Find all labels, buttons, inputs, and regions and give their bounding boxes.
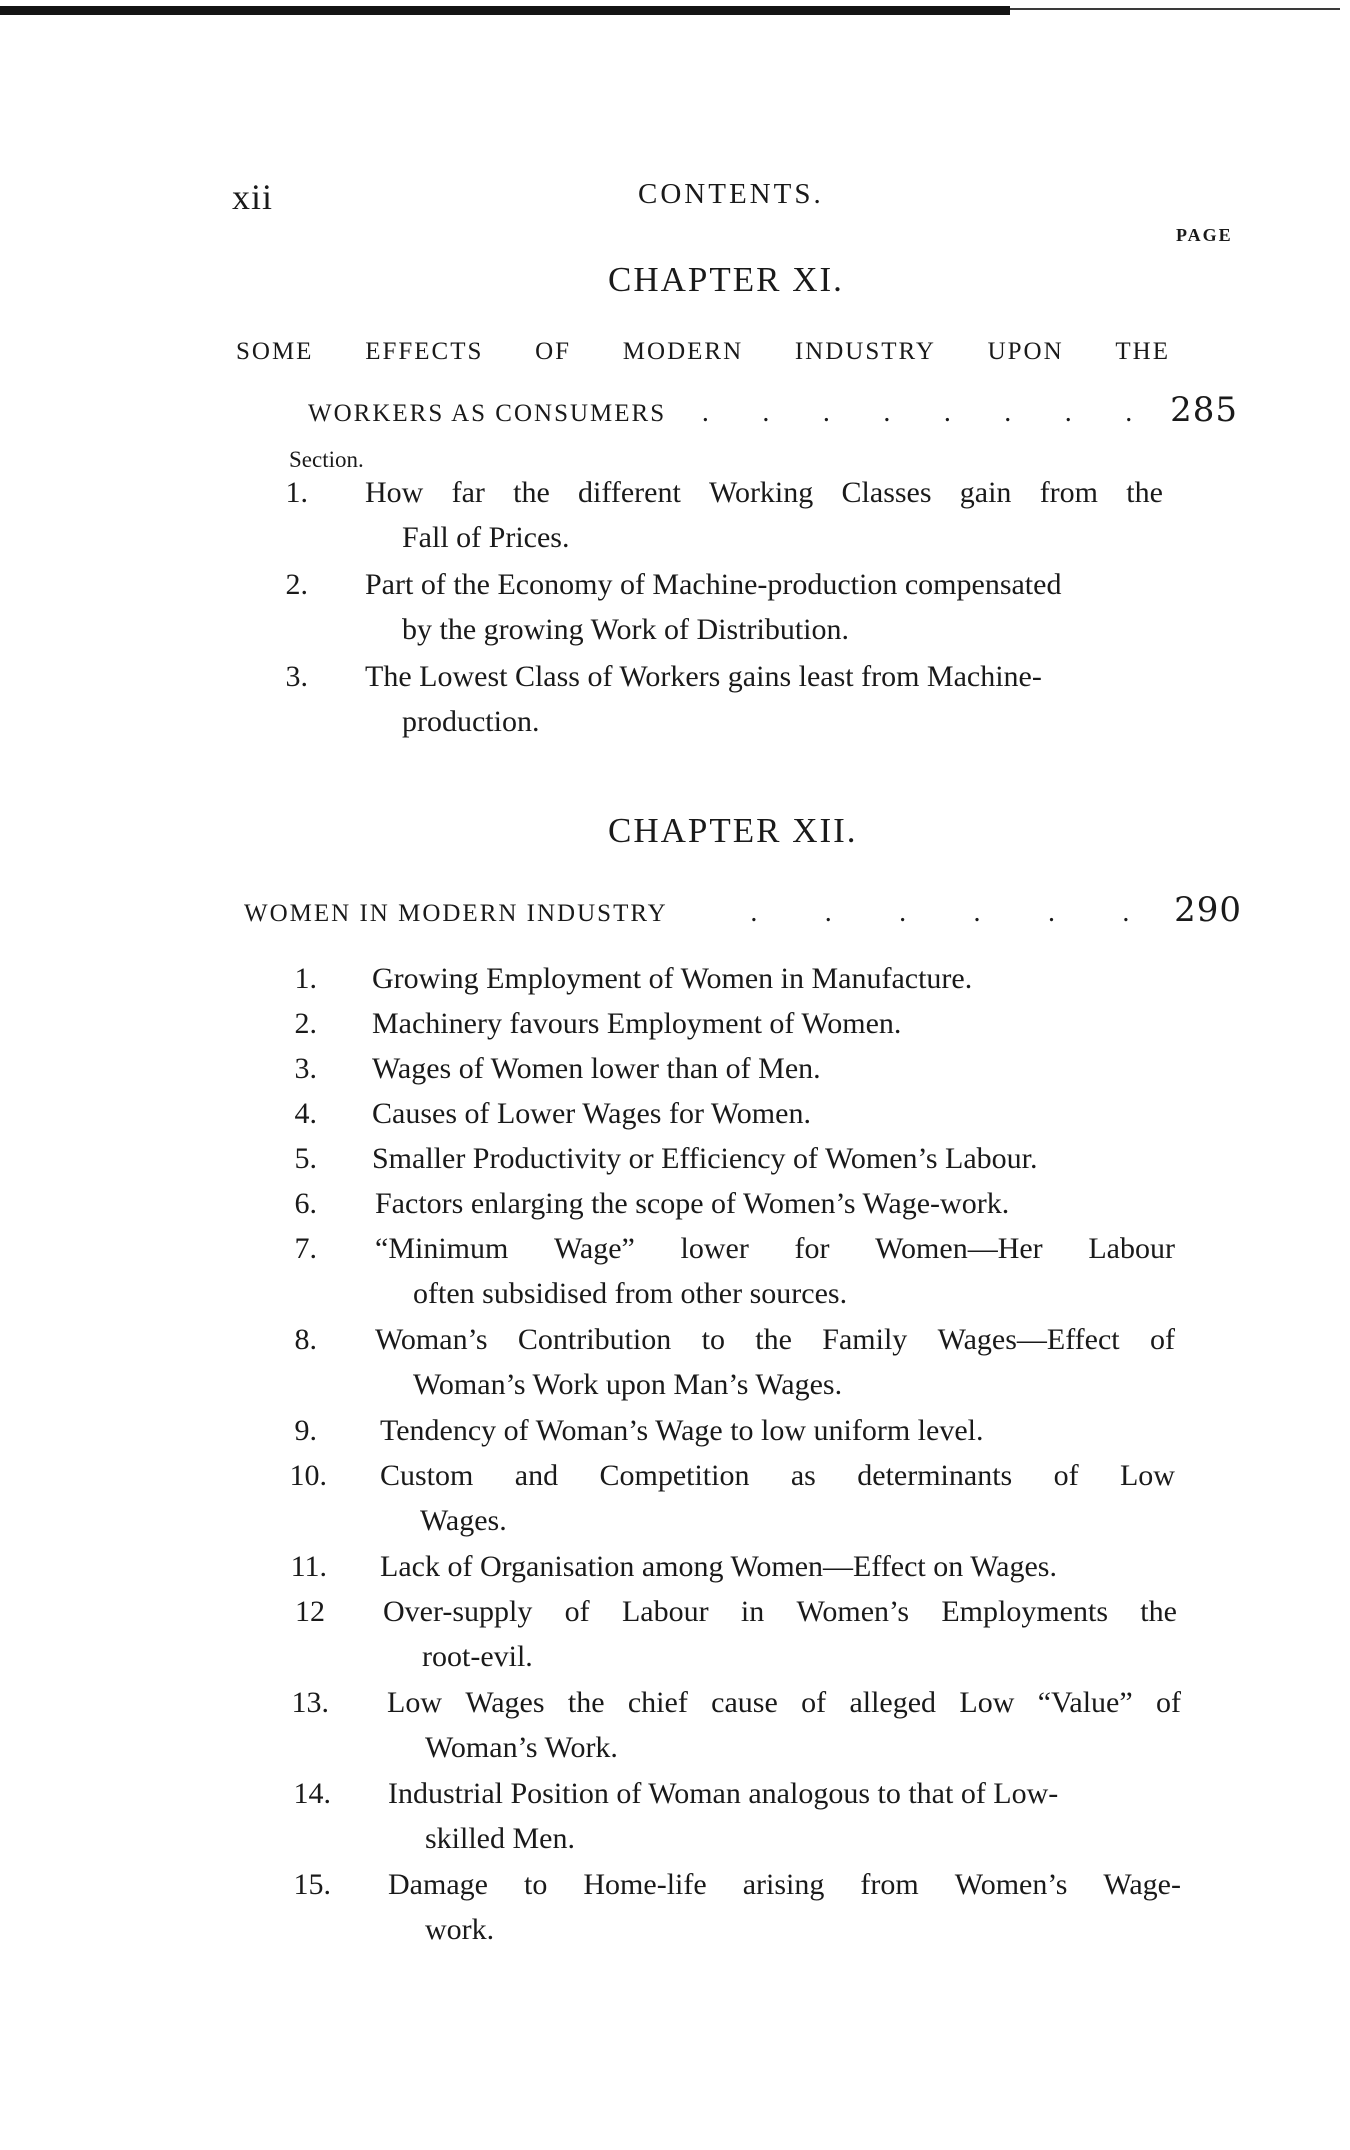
section-line1: Lack of Organisation among Women—Effect on Wages. [380,1550,1057,1583]
section-number: 9. [294,1414,317,1447]
section-number: 14. [293,1777,331,1810]
section-line2: Fall of Prices. [402,521,570,554]
chapter-11-heading-line1 [236,338,1170,366]
section-line2: Wages. [420,1504,507,1537]
chapter-11-heading-text: WORKERS AS CONSUMERS [308,400,667,427]
section-number: 12 [295,1595,325,1628]
section-line2: skilled Men. [425,1822,575,1855]
chapter-12-section-7 [294,1226,1175,1316]
section-line2: production. [402,705,540,738]
chapter-12-section-13 [291,1680,1181,1770]
chapter-12-section-6 [294,1181,1175,1226]
section-line1: Wages of Women lower than of Men. [372,1052,821,1085]
section-line1: The Lowest Class of Workers gains least from Machine- [365,660,1042,693]
chapter-11-heading-line2 [308,390,1238,430]
top-border-rule-thin [1010,8,1340,10]
section-line2: often subsidised from other sources. [413,1277,848,1310]
chapter-11-section-3 [285,654,1163,744]
section-line1: Causes of Lower Wages for Women. [372,1097,811,1130]
heading-word: UPON [987,338,1064,365]
section-number: 6. [294,1187,317,1220]
dot-leader: . . . . . . [750,897,1132,928]
section-line1: Custom and Competition as determinants of Low [380,1459,1175,1492]
section-line1: Low Wages the chief cause of alleged Low “Value” of [387,1686,1181,1719]
section-line2: root-evil. [422,1640,533,1673]
chapter-12-section-11 [290,1544,1175,1589]
chapter-12-section-5 [294,1136,1175,1181]
page-folio: xii [232,177,274,217]
section-number: 3. [285,660,308,693]
section-line1: Tendency of Woman’s Wage to low uniform level. [380,1414,984,1447]
section-line1: Over-supply of Labour in Women’s Employments the [383,1595,1177,1628]
chapter-12-heading [244,890,1242,930]
section-number: 13. [291,1686,329,1719]
chapter-11-section-1 [285,470,1163,560]
chapter-12-section-10 [289,1453,1175,1543]
heading-word: THE [1115,338,1170,365]
chapter-12-section-2 [294,1001,1175,1046]
section-number: 8. [294,1323,317,1356]
section-label: Section. [289,447,364,472]
chapter-11-section-2 [285,562,1163,652]
dot-leader: . . . . . . . . [701,397,1135,428]
chapter-11-title: CHAPTER XI. [608,260,844,299]
running-title: CONTENTS. [638,178,824,210]
heading-word: SOME [236,338,314,365]
top-border-rule [0,6,1010,15]
section-number: 1. [294,962,317,995]
section-number: 2. [285,568,308,601]
section-number: 7. [294,1232,317,1265]
chapter-12-section-8 [294,1317,1175,1407]
heading-word: EFFECTS [365,338,484,365]
chapter-12-section-9 [294,1408,1175,1453]
chapter-12-section-15 [293,1862,1181,1952]
section-line2: Woman’s Work. [425,1731,618,1764]
section-number: 5. [294,1142,317,1175]
page-column-label: PAGE [1176,225,1233,245]
section-line2: by the growing Work of Distribution. [402,613,849,646]
section-line2: Woman’s Work upon Man’s Wages. [413,1368,843,1401]
heading-word: OF [535,338,572,365]
chapter-12-section-4 [294,1091,1175,1136]
chapter-12-section-12 [295,1589,1177,1679]
chapter-12-heading-text: WOMEN IN MODERN INDUSTRY [244,900,668,927]
section-line1: Industrial Position of Woman analogous to that of Low- [388,1777,1059,1810]
section-line1: Smaller Productivity or Efficiency of Women’s Labour. [372,1142,1038,1175]
section-line1: “Minimum Wage” lower for Women—Her Labour [375,1232,1175,1265]
heading-word: INDUSTRY [794,338,936,365]
section-line2: work. [425,1913,495,1946]
section-number: 3. [294,1052,317,1085]
section-line1: How far the different Working Classes gain from the [365,476,1163,509]
section-line1: Growing Employment of Women in Manufacture. [372,962,973,995]
heading-word: MODERN [622,338,744,365]
section-number: 10. [289,1459,327,1492]
chapter-12-section-14 [293,1771,1181,1861]
section-line1: Damage to Home-life arising from Women’s Wage- [388,1868,1181,1901]
section-number: 11. [290,1550,327,1583]
section-number: 15. [293,1868,331,1901]
section-line1: Machinery favours Employment of Women. [372,1007,902,1040]
chapter-12-section-3 [294,1046,1175,1091]
section-number: 2. [294,1007,317,1040]
chapter-12-page-number: 290 [1174,890,1242,930]
section-number: 4. [294,1097,317,1130]
section-line1: Part of the Economy of Machine-production compensated [365,568,1062,601]
chapter-12-title: CHAPTER XII. [608,811,858,850]
chapter-12-section-1 [294,956,1175,1001]
section-line1: Woman’s Contribution to the Family Wages—Effect of [375,1323,1175,1356]
section-number: 1. [285,476,308,509]
section-line1: Factors enlarging the scope of Women’s Wage-work. [375,1187,1010,1220]
chapter-11-page-number: 285 [1170,390,1238,430]
